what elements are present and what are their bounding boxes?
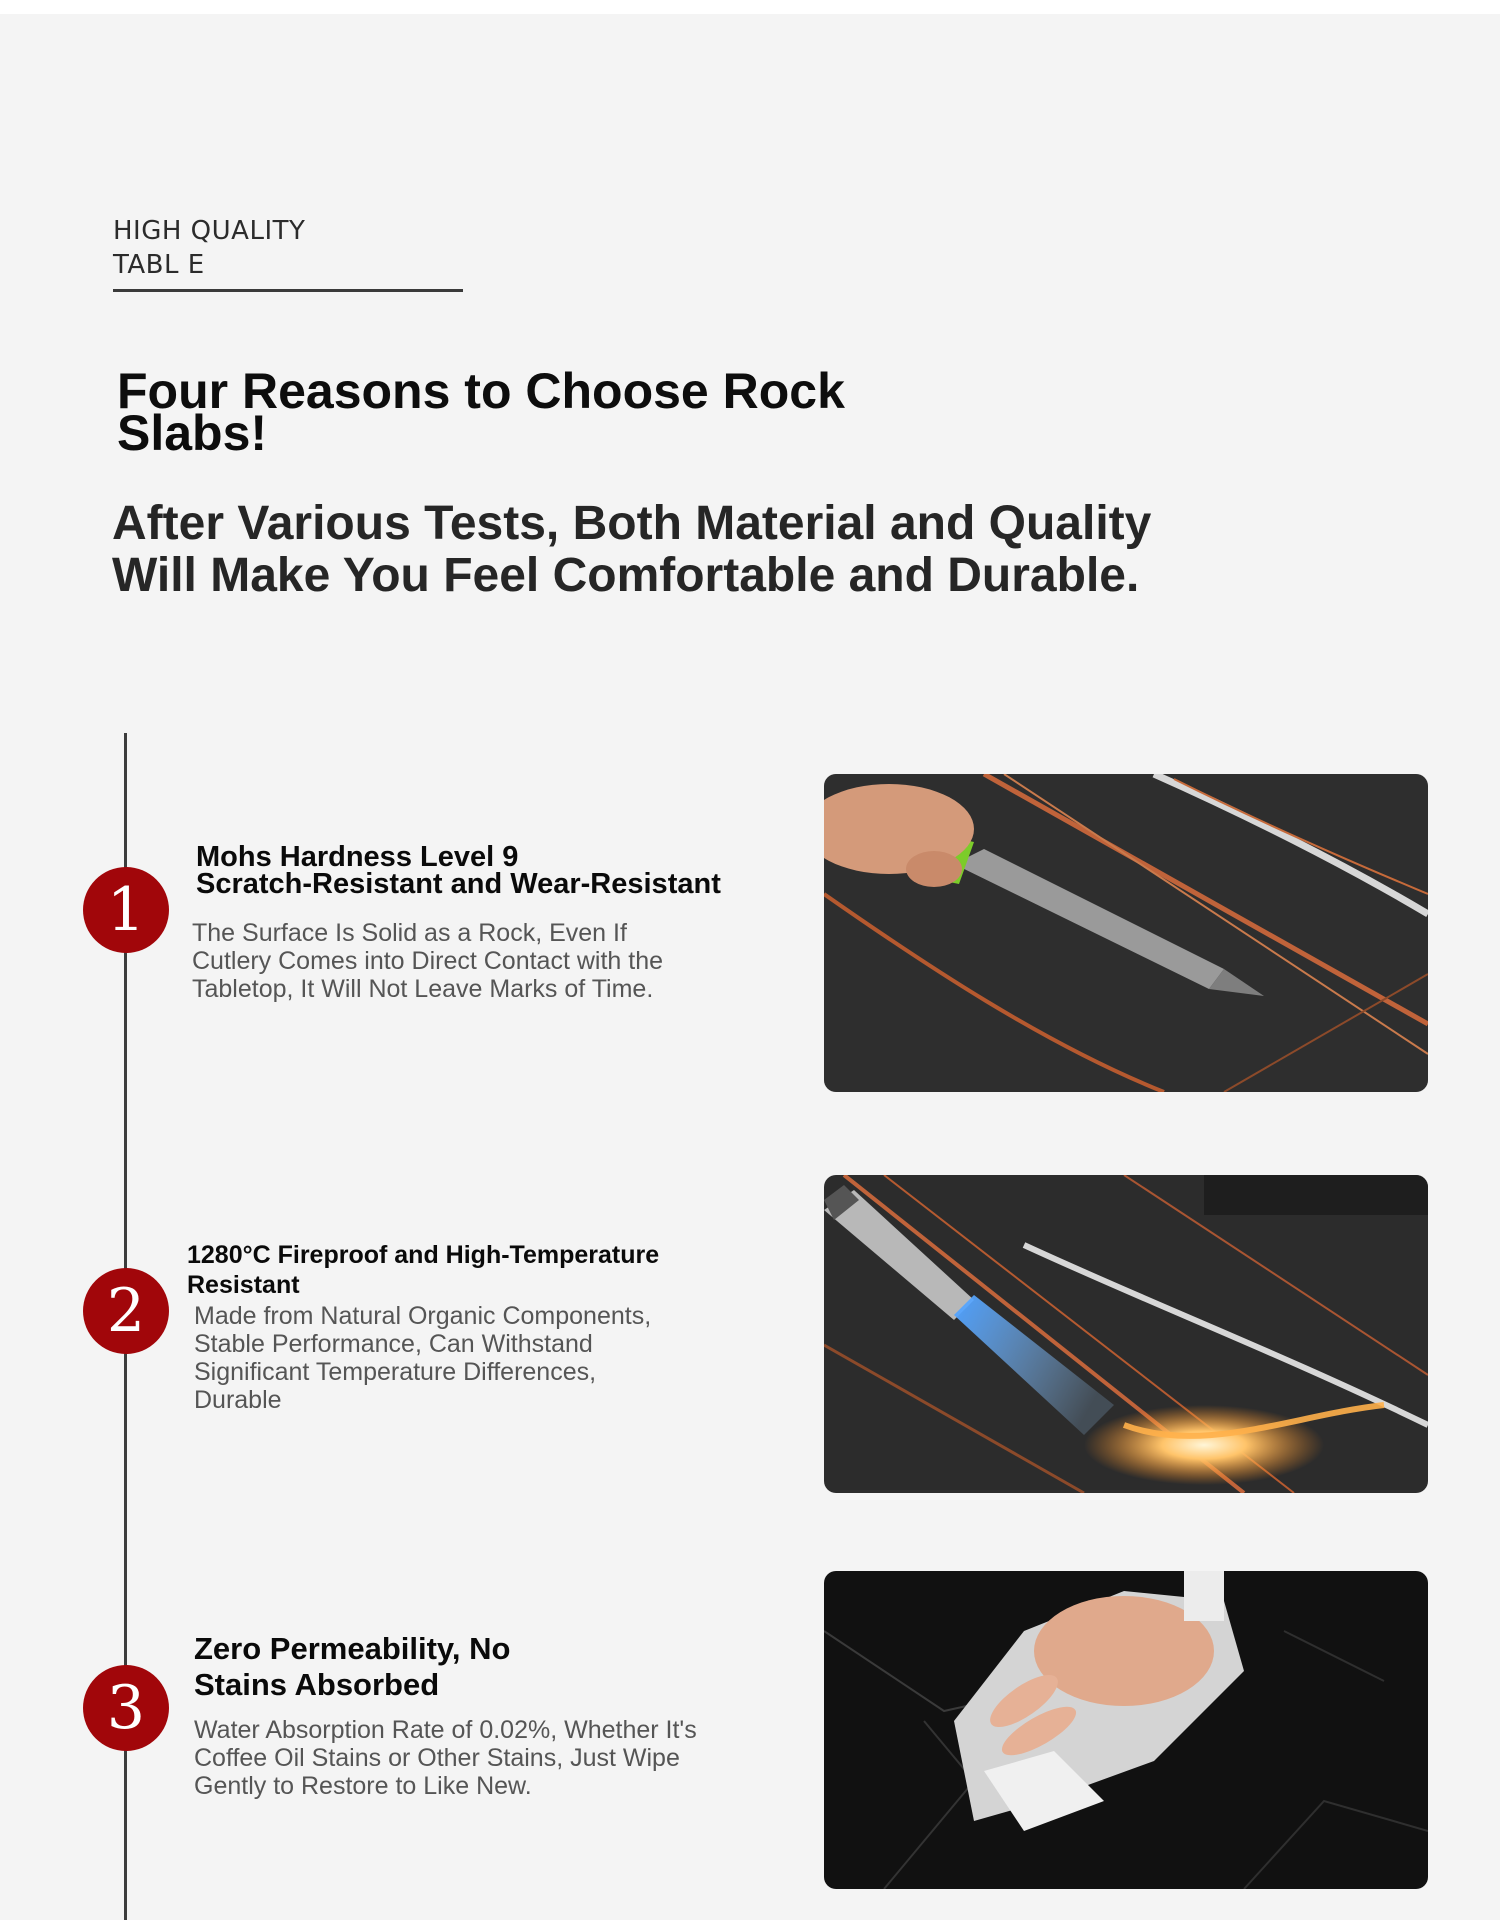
flame-torch-test-image <box>824 1175 1428 1493</box>
feature-3-description: Water Absorption Rate of 0.02%, Whether It's Coffee Oil Stains or Other Stains, Just Wipe Gently to Restore to Like New. <box>194 1716 697 1800</box>
feature-1-description: The Surface Is Solid as a Rock, Even If Cutlery Comes into Direct Contact with the Tabletop, It Will Not Leave Marks of Time. <box>192 919 664 1003</box>
feature-3-number-badge: 3 <box>83 1665 169 1751</box>
feature-1-number-badge: 1 <box>83 867 169 953</box>
feature-2-description: Made from Natural Organic Components, Stable Performance, Can Withstand Significant Temperature Differences, Durable <box>194 1302 652 1414</box>
knife-scratch-test-image <box>824 774 1428 1092</box>
brand-label <box>113 214 463 282</box>
page-subheadline: After Various Tests, Both Material and Quality Will Make You Feel Comfortable and Durable. <box>112 497 1152 602</box>
brand-line-2: TABL E <box>113 250 205 280</box>
feature-1-photo <box>824 774 1428 1092</box>
feature-2-number-badge: 2 <box>83 1268 169 1354</box>
brand-underline <box>113 289 463 292</box>
feature-3-photo <box>824 1571 1428 1889</box>
feature-3-title: Zero Permeability, No Stains Absorbed <box>194 1631 511 1702</box>
feature-1-title-line-1: Mohs Hardness Level 9 <box>196 841 519 873</box>
page-headline: Four Reasons to Choose Rock Slabs! <box>117 363 845 461</box>
feature-2-title: 1280°C Fireproof and High-Temperature Resistant <box>187 1241 660 1299</box>
wipe-cloth-test-image <box>824 1571 1428 1889</box>
feature-1-title-line-2: Scratch-Resistant and Wear-Resistant <box>196 868 721 900</box>
feature-2-photo <box>824 1175 1428 1493</box>
feature-1-title <box>196 841 796 900</box>
top-strip <box>0 0 1500 14</box>
brand-line-1: HIGH QUALITY <box>113 216 306 246</box>
